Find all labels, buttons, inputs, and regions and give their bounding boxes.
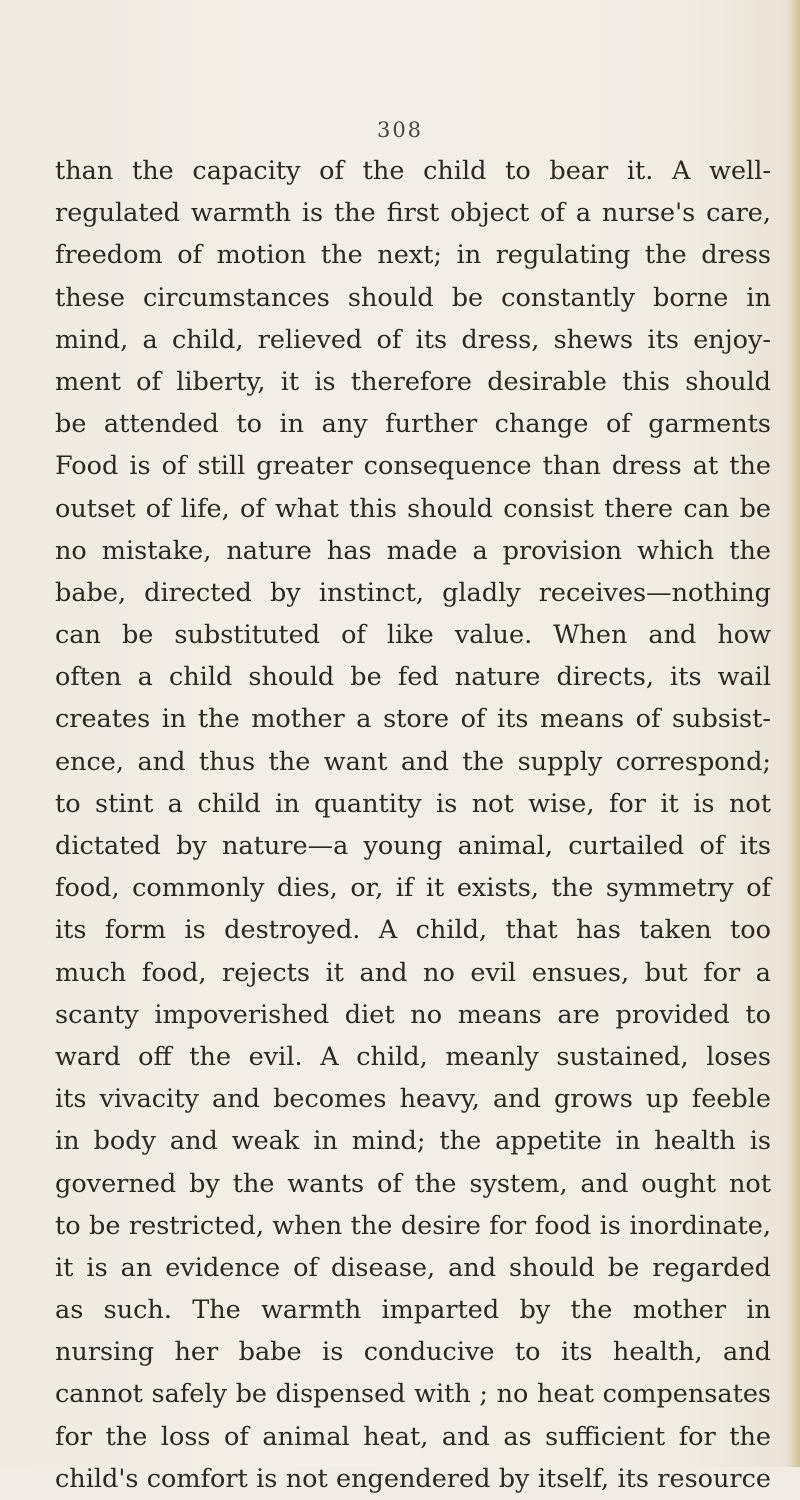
text-line: as such. The warmth imparted by the mother in: [55, 1295, 771, 1326]
text-line: governed by the wants of the system, and ought not: [55, 1168, 771, 1199]
text-line: it is an evidence of disease, and should be regarded: [55, 1252, 771, 1283]
text-line: scanty impoverished diet no means are provided to: [55, 999, 771, 1030]
text-line: often a child should be fed nature directs, its wail: [55, 662, 771, 693]
text-line: to be restricted, when the desire for food is inordinate,: [55, 1210, 771, 1241]
text-line: its vivacity and becomes heavy, and grows up feeble: [55, 1084, 771, 1115]
body-text: [55, 150, 771, 1500]
text-line: to stint a child in quantity is not wise, for it is not: [55, 788, 771, 819]
text-line: babe, directed by instinct, gladly receives—nothing: [55, 577, 771, 608]
text-line: much food, rejects it and no evil ensues, but for a: [55, 957, 771, 988]
text-line: food, commonly dies, or, if it exists, the symmetry of: [55, 873, 771, 904]
text-line: child's comfort is not engendered by itself, its resource: [55, 1463, 771, 1494]
text-line: freedom of motion the next; in regulating the dress: [55, 240, 771, 271]
page-edge-shadow: [786, 0, 800, 1467]
text-line: be attended to in any further change of garments: [55, 409, 771, 440]
page-number: 308: [376, 118, 424, 142]
text-line: no mistake, nature has made a provision which the: [55, 535, 771, 566]
text-line: ment of liberty, it is therefore desirable this should: [55, 366, 771, 397]
text-line: ence, and thus the want and the supply correspond;: [55, 746, 771, 777]
text-line: than the capacity of the child to bear it. A well-: [55, 156, 771, 186]
text-line: ward off the evil. A child, meanly sustained, loses: [55, 1041, 771, 1072]
text-line: cannot safely be dispensed with ; no heat compensates: [55, 1379, 771, 1410]
text-line: outset of life, of what this should consist there can be: [55, 493, 771, 524]
text-line: nursing her babe is conducive to its health, and: [55, 1337, 771, 1368]
text-line: in body and weak in mind; the appetite in health is: [55, 1126, 771, 1157]
text-line: regulated warmth is the first object of a nurse's care,: [55, 198, 771, 229]
text-line: dictated by nature—a young animal, curtailed of its: [55, 831, 771, 861]
text-line: these circumstances should be constantly borne in: [55, 282, 771, 313]
text-line: creates in the mother a store of its means of subsist-: [55, 704, 771, 735]
text-line: mind, a child, relieved of its dress, shews its enjoy-: [55, 324, 771, 355]
text-line: for the loss of animal heat, and as sufficient for the: [55, 1421, 771, 1452]
text-line: its form is destroyed. A child, that has taken too: [55, 915, 771, 946]
text-line: can be substituted of like value. When and how: [55, 620, 771, 651]
text-line: Food is of still greater consequence than dress at the: [55, 451, 771, 482]
